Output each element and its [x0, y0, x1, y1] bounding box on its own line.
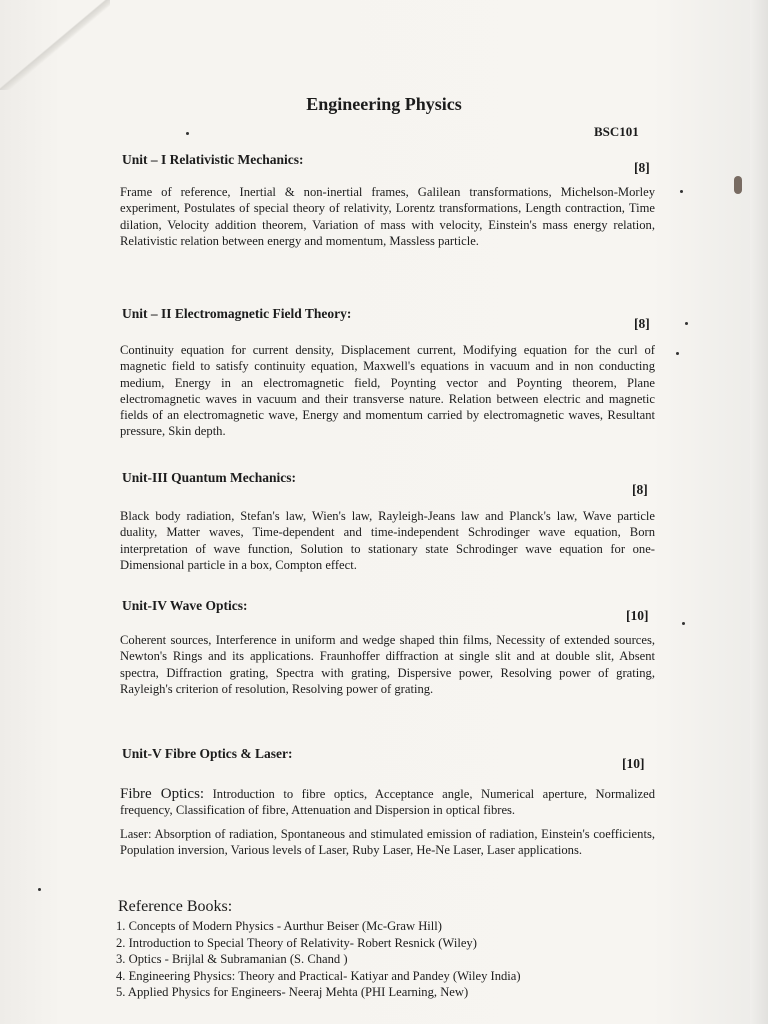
- unit-3-title: Unit-III Quantum Mechanics:: [122, 470, 297, 485]
- page-edge: [750, 0, 768, 1024]
- speck: [186, 132, 189, 135]
- unit-4-marks: [10]: [626, 608, 649, 623]
- unit-5-marks: [10]: [622, 756, 645, 771]
- speck: [38, 888, 41, 891]
- unit-1-body: Frame of reference, Inertial & non-inertial frames, Galilean transformations, Michelson-Morley experiment, Postulates of special theory of relativity, Lorentz transformations, Length contraction, Time dilation, Velocity addition theorem, Variation of mass with velocity, Einstein's mass energy relation, Relativistic relation between energy and momentum, Massless particle.: [120, 185, 655, 248]
- unit-3-marks: [8]: [632, 482, 648, 497]
- speck: [685, 322, 688, 325]
- fibre-optics-body: Introduction to fibre optics, Acceptance angle, Numerical aperture, Normalized frequency, Classification of fibre, Attenuation and Dispersion in optical fibres.: [120, 787, 656, 818]
- document-title: Engineering Physics: [306, 94, 462, 114]
- speck: [680, 190, 683, 193]
- fibre-optics-label: Fibre Optics:: [120, 786, 205, 802]
- laser-body: Absorption of radiation, Spontaneous and stimulated emission of radiation, Einstein's coefficients, Population inversion, Various levels of Laser, Ruby Laser, He-Ne Laser, Laser applications.: [120, 827, 655, 858]
- laser-label: Laser:: [120, 827, 152, 841]
- unit-5-fibre-block: [120, 786, 655, 819]
- unit-2-title: Unit – II Electromagnetic Field Theory:: [122, 306, 352, 321]
- unit-1-marks: [8]: [634, 160, 650, 175]
- reference-item: 5. Applied Physics for Engineers- Neeraj Mehta (PHI Learning, New): [116, 985, 469, 1000]
- speck: [682, 622, 685, 625]
- speck: [676, 352, 679, 355]
- reference-item: 4. Engineering Physics: Theory and Practical- Katiyar and Pandey (Wiley India): [116, 968, 521, 983]
- reference-item: 1. Concepts of Modern Physics - Aurthur Beiser (Mc-Graw Hill): [116, 919, 442, 933]
- reference-item: 3. Optics - Brijlal & Subramanian (S. Chand ): [116, 952, 348, 967]
- unit-4-title: Unit-IV Wave Optics:: [122, 598, 248, 613]
- unit-2-marks: [8]: [634, 316, 650, 331]
- unit-5-laser-block: [120, 826, 655, 859]
- course-code: BSC101: [594, 124, 639, 139]
- unit-3-body: Black body radiation, Stefan's law, Wien's law, Rayleigh-Jeans law and Planck's law, Wave particle duality, Matter waves, Time-dependent and time-independent Schrodinger wave equation, Born interpretation of wave function, Solution to stationary state Schrodinger wave equation for one-Dimensional particle in a box, Compton effect.: [120, 509, 655, 572]
- reference-list: [116, 918, 676, 1001]
- unit-1-title: Unit – I Relativistic Mechanics:: [122, 152, 304, 167]
- references-heading: Reference Books:: [118, 898, 233, 915]
- unit-5-title: Unit-V Fibre Optics & Laser:: [122, 746, 293, 761]
- unit-2-body: Continuity equation for current density, Displacement current, Modifying equation for the curl of magnetic field to satisfy continuity equation, Maxwell's equations in vacuum and in non conducting medium, Energy in an electromagnetic field, Poynting vector and Poynting theorem, Plane electromagnetic waves in vacuum and their transverse nature. Relation between electric and magnetic fields of an electromagnetic wave, Energy and momentum carried by electromagnetic waves, Resultant pressure, Skin depth.: [120, 343, 655, 439]
- ink-smudge: [734, 176, 742, 194]
- reference-item: 2. Introduction to Special Theory of Relativity- Robert Resnick (Wiley): [116, 935, 477, 950]
- unit-4-body: Coherent sources, Interference in uniform and wedge shaped thin films, Necessity of extended sources, Newton's Rings and its applications. Fraunhoffer diffraction at single slit and at double slit, Absent spectra, Diffraction grating, Spectra with grating, Dispersive power, Resolving power of grating, Rayleigh's criterion of resolution, Resolving power of grating.: [120, 633, 655, 696]
- page-fold-shadow: [0, 0, 110, 90]
